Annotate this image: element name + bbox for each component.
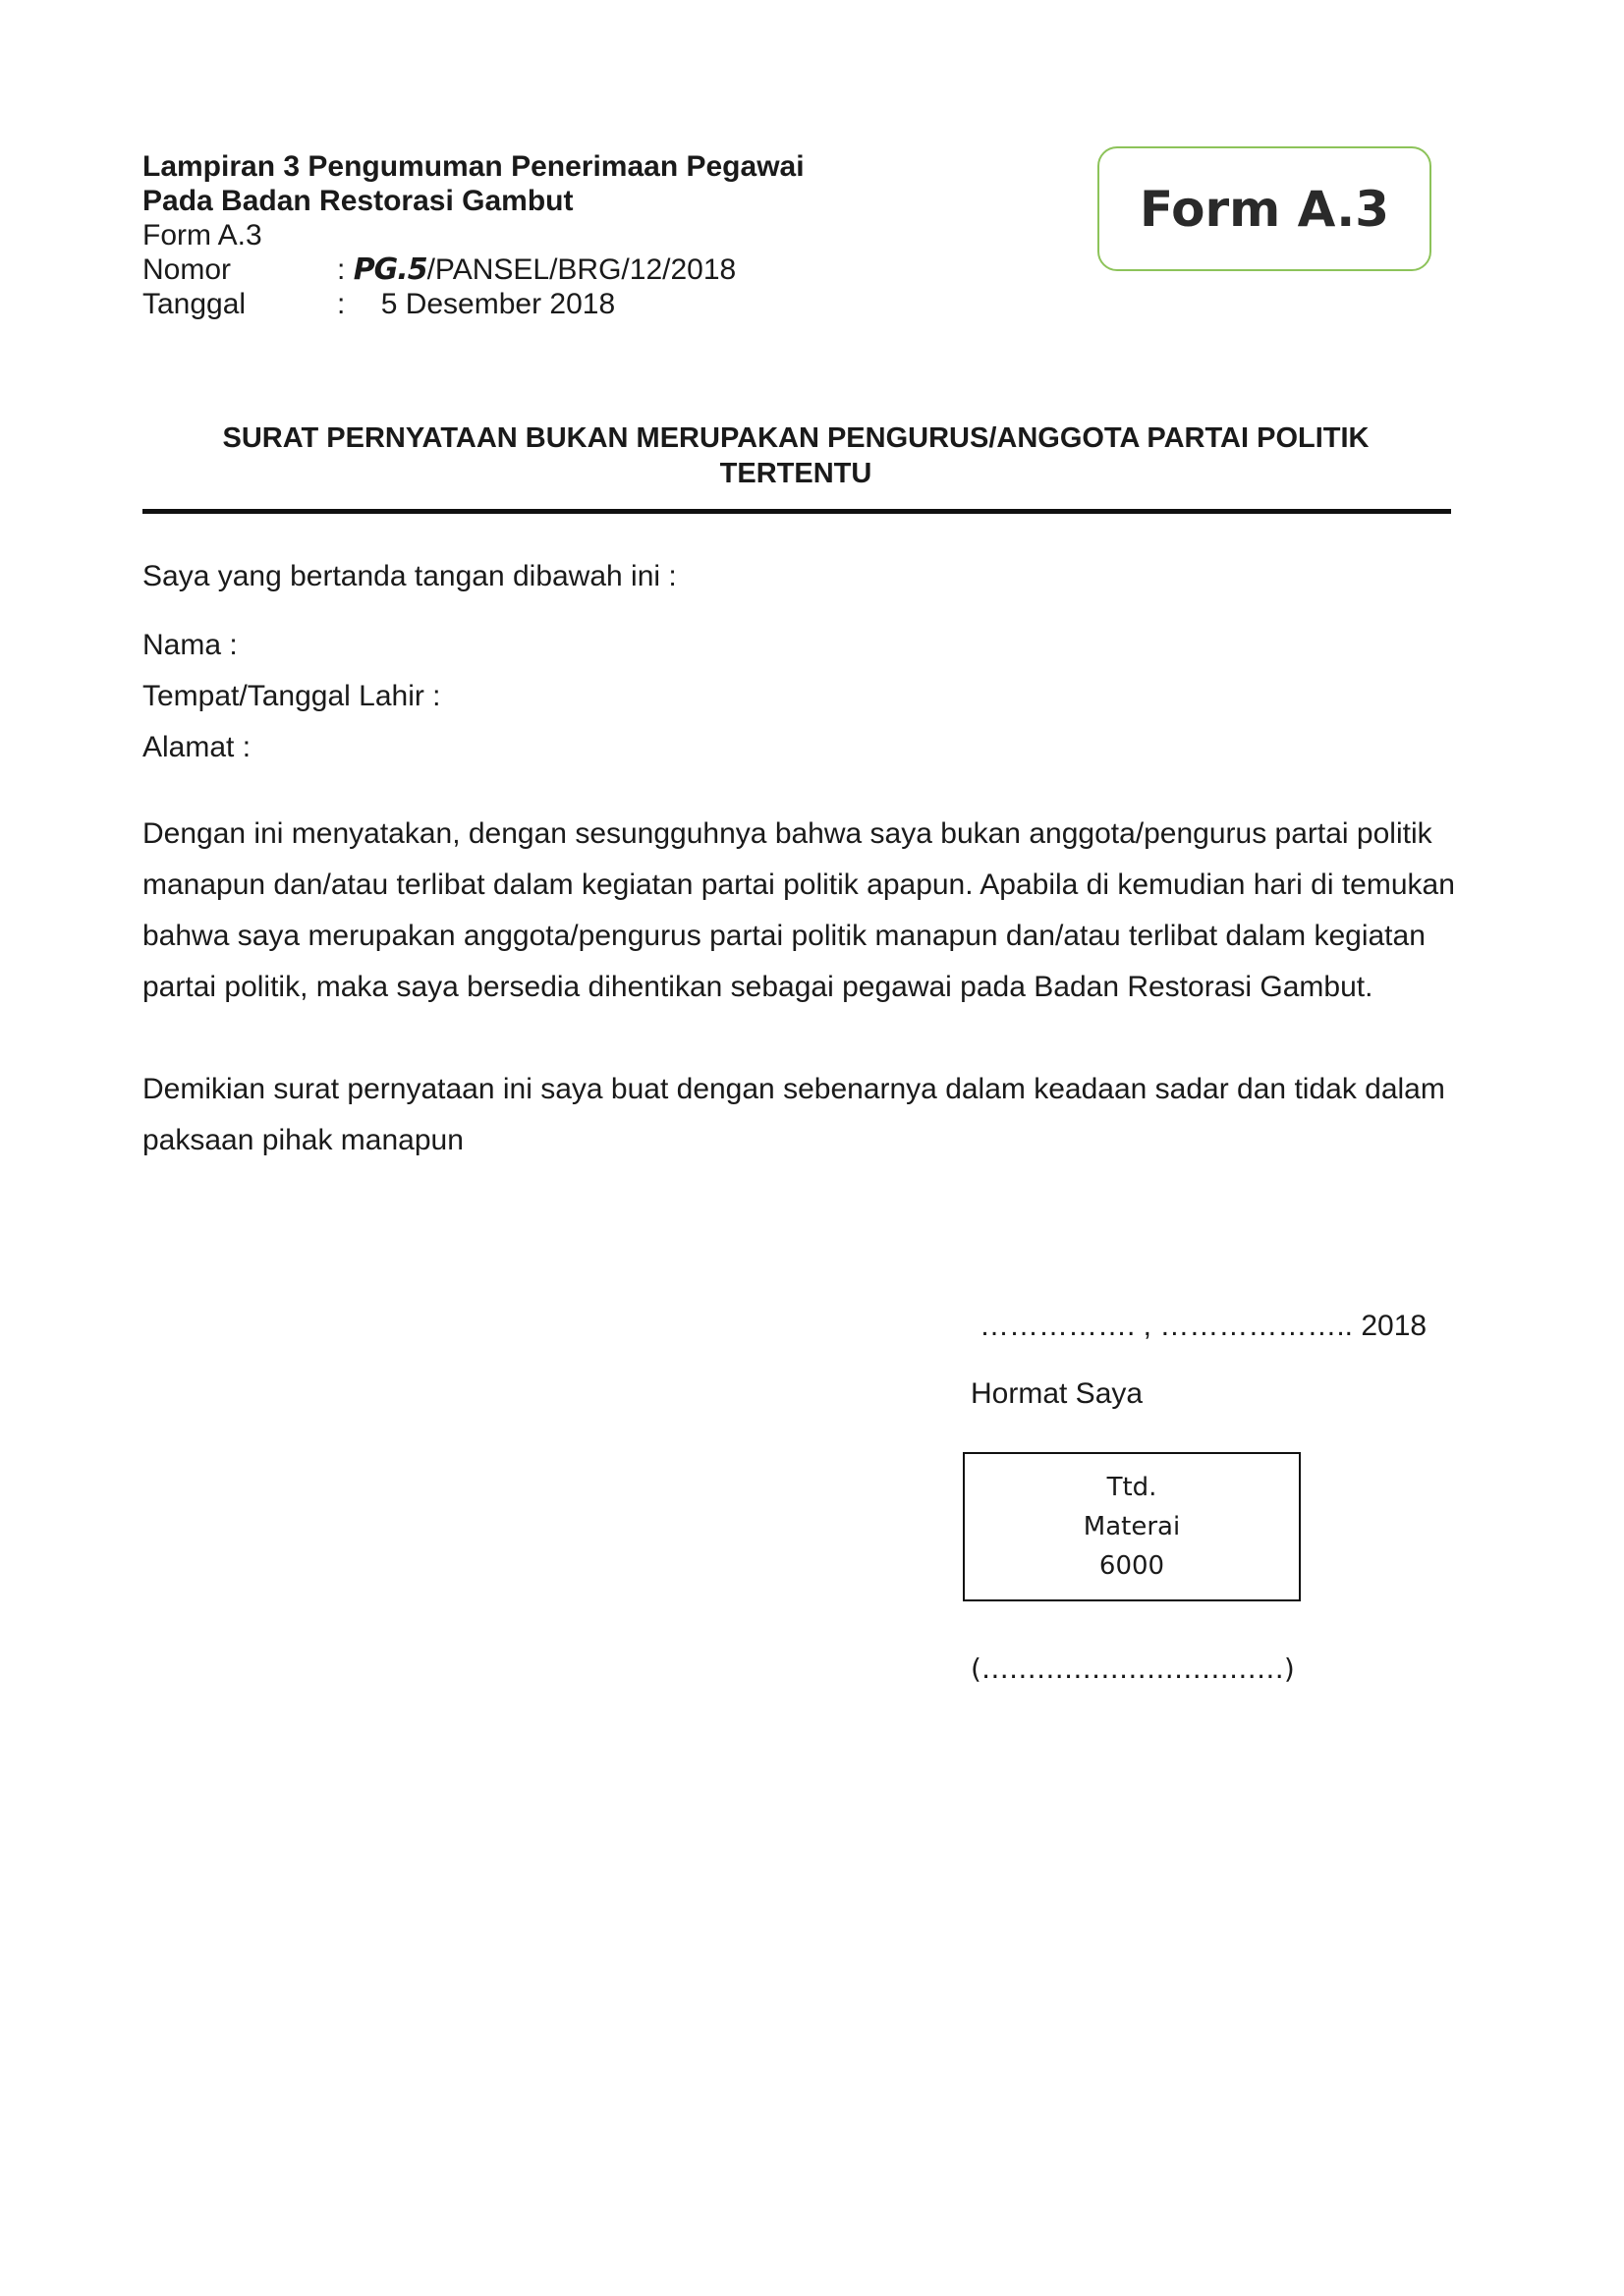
tanggal-value: 5 Desember 2018 [380,288,616,320]
statement-paragraph [142,809,1459,1013]
stamp-line-6000: 6000 [1098,1551,1165,1581]
paragraph-line: Demikian surat pernyataan ini saya buat dengan sebenarnya dalam keadaan sadar dan tidak dalam [142,1073,1445,1105]
stamp-line-materai: Materai [1083,1512,1181,1541]
field-tempat-tanggal-lahir: Tempat/Tanggal Lahir : [142,680,441,712]
title-divider [142,509,1451,514]
intro-text: Saya yang bertanda tangan dibawah ini : [142,560,677,592]
title-line-1: SURAT PERNYATAAN BUKAN MERUPAKAN PENGURUS/ANGGOTA PARTAI POLITIK [222,422,1370,454]
stamp-line-ttd: Ttd. [1106,1473,1157,1502]
form-badge [1097,146,1431,271]
paragraph-line: Dengan ini menyatakan, dengan sesungguhnya bahwa saya bukan anggota/pengurus partai politik [142,817,1432,850]
signature-date-line: ……………. , ……………….. 2018 [980,1310,1428,1342]
paragraph-line: partai politik, maka saya bersedia dihentikan sebagai pegawai pada Badan Restorasi Gambut. [142,971,1373,1003]
closing-paragraph [142,1064,1459,1166]
nomor-value: /PANSEL/BRG/12/2018 [426,253,737,286]
nomor-row [142,252,736,287]
tanggal-label: Tanggal [142,288,247,320]
nomor-label: Nomor [142,253,232,286]
nomor-separator: : [337,253,346,286]
field-nama: Nama : [142,629,238,661]
field-alamat: Alamat : [142,731,252,763]
materai-stamp-box [963,1452,1301,1601]
tanggal-separator: : [337,288,346,320]
paragraph-line: manapun dan/atau terlibat dalam kegiatan partai politik apapun. Apabila di kemudian hari di temukan [142,868,1455,901]
signature-name-line: (……………………………) [971,1652,1295,1685]
header-line-3: Form A.3 [142,219,262,252]
paragraph-line: bahwa saya merupakan anggota/pengurus partai politik manapun dan/atau terlibat dalam kegiatan [142,920,1426,952]
tanggal-row [142,287,615,321]
header-line-2: Pada Badan Restorasi Gambut [142,185,574,217]
document-title [142,420,1449,491]
signature-closing: Hormat Saya [971,1377,1144,1410]
paragraph-line: paksaan pihak manapun [142,1124,464,1156]
header-line-1: Lampiran 3 Pengumuman Penerimaan Pegawai [142,150,805,183]
form-badge-label: Form A.3 [1139,180,1390,238]
nomor-handwritten: PG.5 [353,252,427,287]
title-line-2: TERTENTU [719,458,872,489]
